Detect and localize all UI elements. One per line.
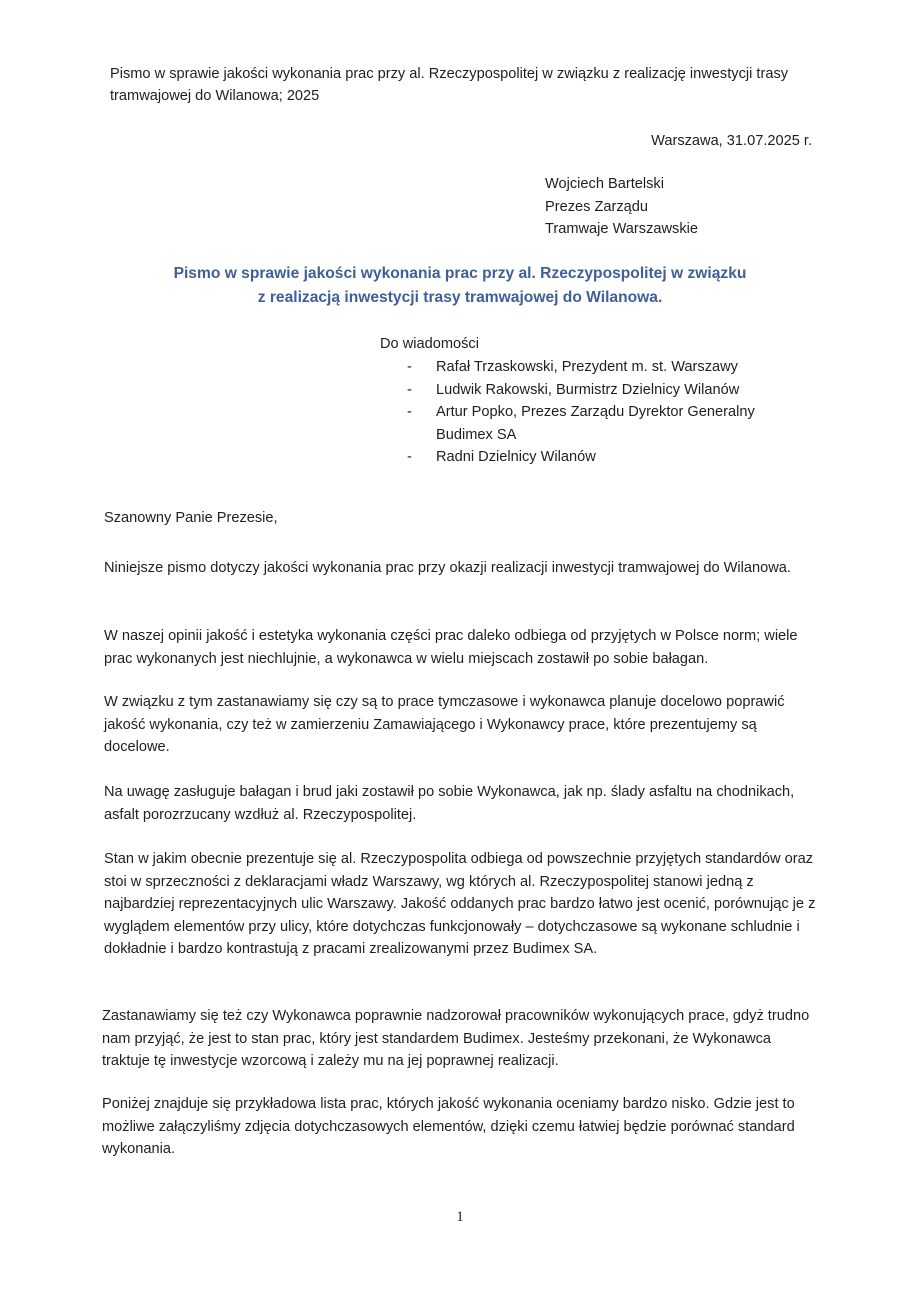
- paragraph-text: Poniżej znajduje się przykładowa lista prac, których jakość wykonania oceniamy bardzo nisko. Gdzie jest to możliwe załączyliśmy zdjęcia dotychczasowych elementów, dzięki czemu łatwiej będzie porównać standard wykonania.: [102, 1096, 795, 1157]
- cc-item-text: Ludwik Rakowski, Burmistrz Dzielnicy Wilanów: [436, 381, 740, 398]
- cc-item-text: Radni Dzielnicy Wilanów: [436, 449, 596, 465]
- paragraph-5: [104, 848, 816, 961]
- paragraph-text: Stan w jakim obecnie prezentuje się al. Rzeczypospolita odbiega od powszechnie przyjętych standardów oraz stoi w sprzeczności z deklaracjami władz Warszawy, wg których al. Rzeczypospolitej stanowi jedną z najbardziej reprezentacyjnych ulic Warszawy. Jakość oddanych prac bardzo łatwo jest ocenić, porównując je z wyglądem elementów przy ulicy, które dotychczas funkcjonowały – dotychczasowe są wykonane schludnie i dokładnie i bardzo kontrastują z pracami zrealizowanymi przez Budimex SA.: [104, 851, 816, 957]
- paragraph-3: [104, 691, 816, 759]
- letter-title: [80, 262, 840, 310]
- cc-heading: Do wiadomości: [380, 336, 479, 352]
- cc-item: [400, 356, 800, 379]
- recipient-block: [545, 173, 698, 241]
- paragraph-text: Niniejsze pismo dotyczy jakości wykonania prac przy okazji realizacji inwestycji tramwajowej do Wilanowa.: [104, 560, 791, 576]
- paragraph-6: [102, 1005, 814, 1073]
- cc-item: [400, 446, 800, 469]
- recipient-company: Tramwaje Warszawskie: [545, 221, 698, 237]
- paragraph-text: W naszej opinii jakość i estetyka wykonania części prac daleko odbiega od przyjętych w Polsce norm; wiele prac wykonanych jest niechlujnie, a wykonawca w wielu miejscach zostawił po sobie bałagan.: [104, 628, 798, 667]
- title-line-1: Pismo w sprawie jakości wykonania prac przy al. Rzeczypospolitej w związku: [173, 265, 747, 282]
- recipient-name: Wojciech Bartelski: [545, 176, 664, 192]
- paragraph-7: [102, 1093, 814, 1161]
- cc-list: [400, 356, 800, 469]
- paragraph-4: [104, 781, 816, 826]
- paragraph-1: [104, 557, 816, 580]
- paragraph-text: Zastanawiamy się też czy Wykonawca poprawnie nadzorował pracowników wykonujących prace, gdyż trudno nam przyjąć, że jest to stan prac, który jest standardem Budimex. Jesteśmy przekonani, że Wykonawca traktuje tę inwestycje wzorcową i zależy mu na jej poprawnej realizacji.: [102, 1008, 810, 1069]
- paragraph-2: [104, 625, 820, 670]
- paragraph-text: W związku z tym zastanawiamy się czy są to prace tymczasowe i wykonawca planuje docelowo poprawić jakość wykonania, czy też w zamierzeniu Zamawiającego i Wykonawcy prace, które prezentujemy są docelowe.: [104, 694, 785, 755]
- recipient-position: Prezes Zarządu: [545, 198, 649, 215]
- page-number: 1: [456, 1209, 464, 1225]
- salutation: Szanowny Panie Prezesie,: [104, 510, 278, 526]
- title-line-2: z realizacją inwestycji trasy tramwajowej do Wilanowa.: [257, 289, 663, 306]
- paragraph-text: Na uwagę zasługuje bałagan i brud jaki zostawił po sobie Wykonawca, jak np. ślady asfaltu na chodnikach, asfalt porozrzucany wzdłuż al. Rzeczypospolitej.: [104, 784, 795, 823]
- letter-date: Warszawa, 31.07.2025 r.: [651, 133, 812, 149]
- list-dash: -: [407, 381, 412, 398]
- list-dash: -: [407, 449, 412, 465]
- cc-item: [400, 379, 800, 402]
- cc-item-text: Rafał Trzaskowski, Prezydent m. st. Warszawy: [436, 359, 738, 375]
- cc-item: [400, 401, 800, 446]
- list-dash: -: [407, 404, 412, 420]
- header-note: Pismo w sprawie jakości wykonania prac przy al. Rzeczypospolitej w związku z realizację inwestycji trasy tramwajowej do Wilanowa; 2025: [110, 66, 789, 104]
- cc-item-text: Artur Popko, Prezes Zarządu Dyrektor Generalny Budimex SA: [436, 404, 755, 443]
- list-dash: -: [407, 359, 412, 375]
